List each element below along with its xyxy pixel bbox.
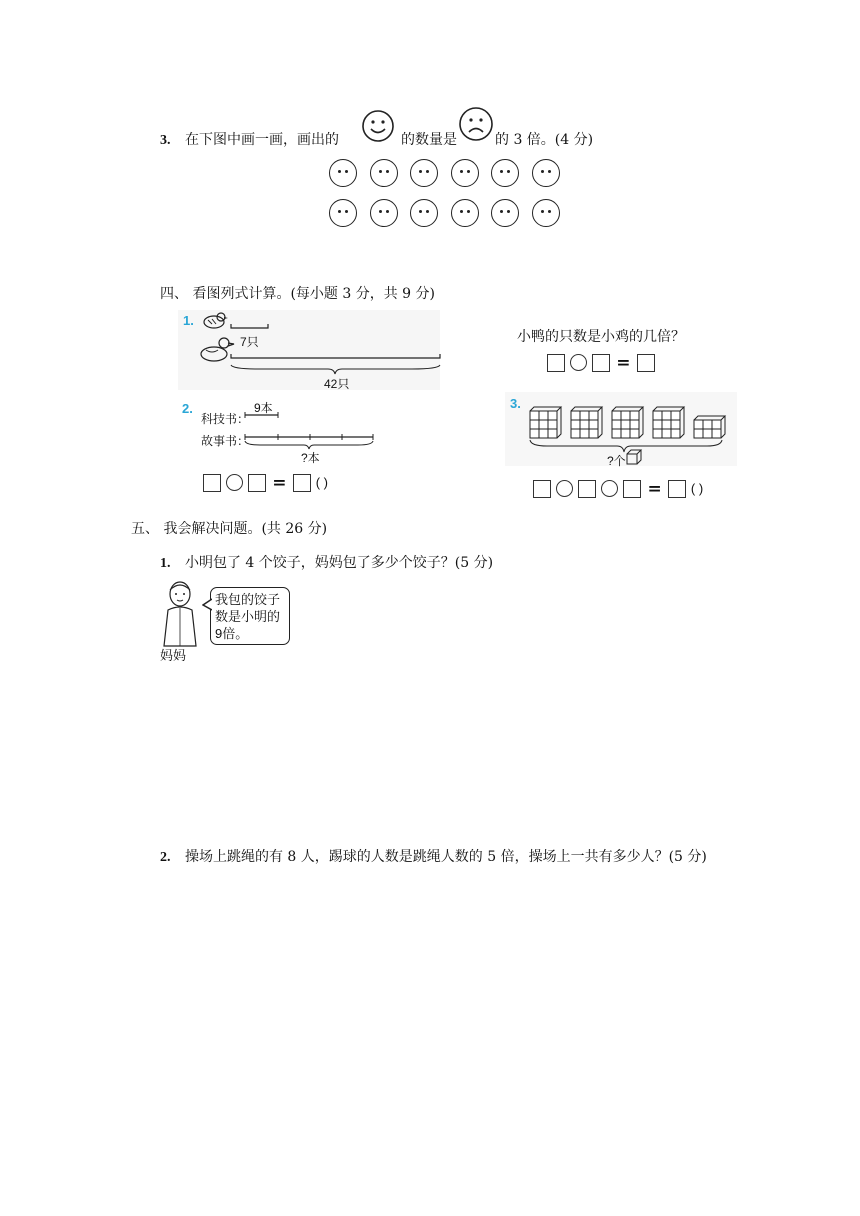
unit-cube [712,420,721,429]
equals-sign: = [616,352,631,373]
problem1-diagram [198,310,442,390]
section5-q2 [160,846,707,866]
unit-cube [548,429,557,438]
eye-dot [507,170,510,173]
eye-dot [460,210,463,213]
problem2-equation [203,472,328,493]
answer-box[interactable] [547,354,565,372]
unit-cube [589,420,598,429]
unit-cube [589,411,598,420]
problem3-diagram [527,394,727,474]
q3-line [160,129,339,149]
unit-parentheses[interactable]: ( ) [690,481,704,496]
science-book-count: 9本 [254,401,273,415]
unit-cube [653,429,662,438]
bubble-line: 9倍。 [215,626,249,641]
eye-dot [419,170,422,173]
unit-cube [621,420,630,429]
equals-sign: = [647,478,662,499]
q2-text: 操场上跳绳的有 8 人，踢球的人数是跳绳人数的 5 倍，操场上一共有多少人？(5 分) [184,849,707,865]
unit-cube [530,411,539,420]
answer-box[interactable] [293,474,311,492]
eye-dot [386,170,389,173]
blank-face-icon[interactable] [532,199,560,227]
problem2-diagram [240,408,380,454]
unit-cube [580,429,589,438]
speech-bubble [210,587,290,645]
eye-dot [507,210,510,213]
unit-cube [571,429,580,438]
q1-text: 小明包了 4 个饺子，妈妈包了多少个饺子？(5 分) [184,555,494,571]
eye-dot [379,210,382,213]
q3-text-after: 的 3 倍。(4 分) [495,132,594,148]
unit-cube [530,429,539,438]
operator-circle[interactable] [556,480,573,497]
mother-label: 妈妈 [160,648,187,663]
eye-dot [541,210,544,213]
blank-face-icon[interactable] [410,159,438,187]
unit-parentheses[interactable]: ( ) [315,475,328,490]
blank-face-icon[interactable] [410,199,438,227]
unit-cube [612,429,621,438]
blank-face-icon[interactable] [451,199,479,227]
problem1-number: 1. [183,313,194,328]
blank-face-icon[interactable] [451,159,479,187]
unit-cube [621,429,630,438]
unit-cube [539,429,548,438]
answer-box[interactable] [248,474,266,492]
eye-dot [338,170,341,173]
duck-total-label: 42只 [324,377,350,391]
unit-cube [530,420,539,429]
unit-cube [653,420,662,429]
unit-cube [621,411,630,420]
unit-cube [612,411,621,420]
story-book-total: ?本 [301,451,320,465]
eye-dot [500,170,503,173]
unit-cube [630,411,639,420]
unit-cube [653,411,662,420]
unit-cube [580,420,589,429]
blank-face-icon[interactable] [491,159,519,187]
eye-dot [541,170,544,173]
q2-number: 2. [160,850,171,865]
eye-dot [548,170,551,173]
answer-box[interactable] [203,474,221,492]
unit-cube [580,411,589,420]
eye-dot [548,210,551,213]
eye-dot [338,210,341,213]
operator-circle[interactable] [601,480,618,497]
answer-box[interactable] [592,354,610,372]
unit-cube [694,429,703,438]
eye-dot [467,170,470,173]
unit-cube [671,429,680,438]
eye-dot [345,170,348,173]
eye-dot [460,170,463,173]
section5-q1 [160,552,493,572]
bubble-line: 数是小明的 [215,609,281,624]
unit-cube [548,411,557,420]
unit-cube [662,411,671,420]
problem3-unknown-label: ?个 [607,454,626,468]
unit-cube [671,411,680,420]
eye-dot [426,210,429,213]
blank-face-icon[interactable] [491,199,519,227]
unit-cube [712,429,721,438]
unit-cube [539,420,548,429]
problem3-number: 3. [510,396,521,411]
bubble-line: 我包的饺子 [215,592,281,607]
unit-cube [612,420,621,429]
unit-cube [662,420,671,429]
problem3-equation [533,478,703,499]
answer-box[interactable] [533,480,551,498]
problem1-question: 小鸭的只数是小鸡的几倍？ [517,328,685,344]
answer-box[interactable] [668,480,686,498]
science-book-label: 科技书： [201,412,250,426]
small-cube-icon [627,450,641,464]
unit-cube [671,420,680,429]
blank-face-icon[interactable] [329,159,357,187]
unit-cube [703,420,712,429]
chick-icon [204,313,228,328]
chick-count-label: 7只 [240,335,259,349]
problem1-equation [547,352,655,373]
unit-cube [630,420,639,429]
unit-cube [662,429,671,438]
frowning-face-icon [458,106,494,142]
answer-box[interactable] [623,480,641,498]
unit-cube [571,411,580,420]
unit-cube [539,411,548,420]
eye-dot [345,210,348,213]
mother-figure-icon [158,580,210,648]
blank-face-icon[interactable] [532,159,560,187]
q3-number: 3. [160,133,171,148]
section5-title: 五、 我会解决问题。(共 26 分) [131,521,328,537]
eye-dot [379,170,382,173]
unit-cube [694,420,703,429]
duck-icon [201,338,234,361]
section4-title: 四、 看图列式计算。(每小题 3 分，共 9 分) [160,286,435,302]
story-book-label: 故事书： [201,434,250,448]
eye-dot [386,210,389,213]
blank-face-icon[interactable] [370,199,398,227]
operator-circle[interactable] [570,354,587,371]
eye-dot [419,210,422,213]
answer-box[interactable] [578,480,596,498]
smiling-face-icon [361,109,395,143]
problem2-number: 2. [182,401,193,416]
eye-dot [500,210,503,213]
unit-cube [703,429,712,438]
unit-cube [571,420,580,429]
unit-cube [589,429,598,438]
eye-dot [467,210,470,213]
eye-dot [426,170,429,173]
blank-face-icon[interactable] [370,159,398,187]
unit-cube [630,429,639,438]
q1-number: 1. [160,556,171,571]
blank-face-icon[interactable] [329,199,357,227]
answer-box[interactable] [637,354,655,372]
equals-sign: = [272,472,287,493]
q3-text-before: 在下图中画一画，画出的 [184,132,339,148]
speech-bubble-tail [202,598,212,612]
operator-circle[interactable] [226,474,243,491]
unit-cube [548,420,557,429]
q3-text-middle: 的数量是 [401,132,457,148]
